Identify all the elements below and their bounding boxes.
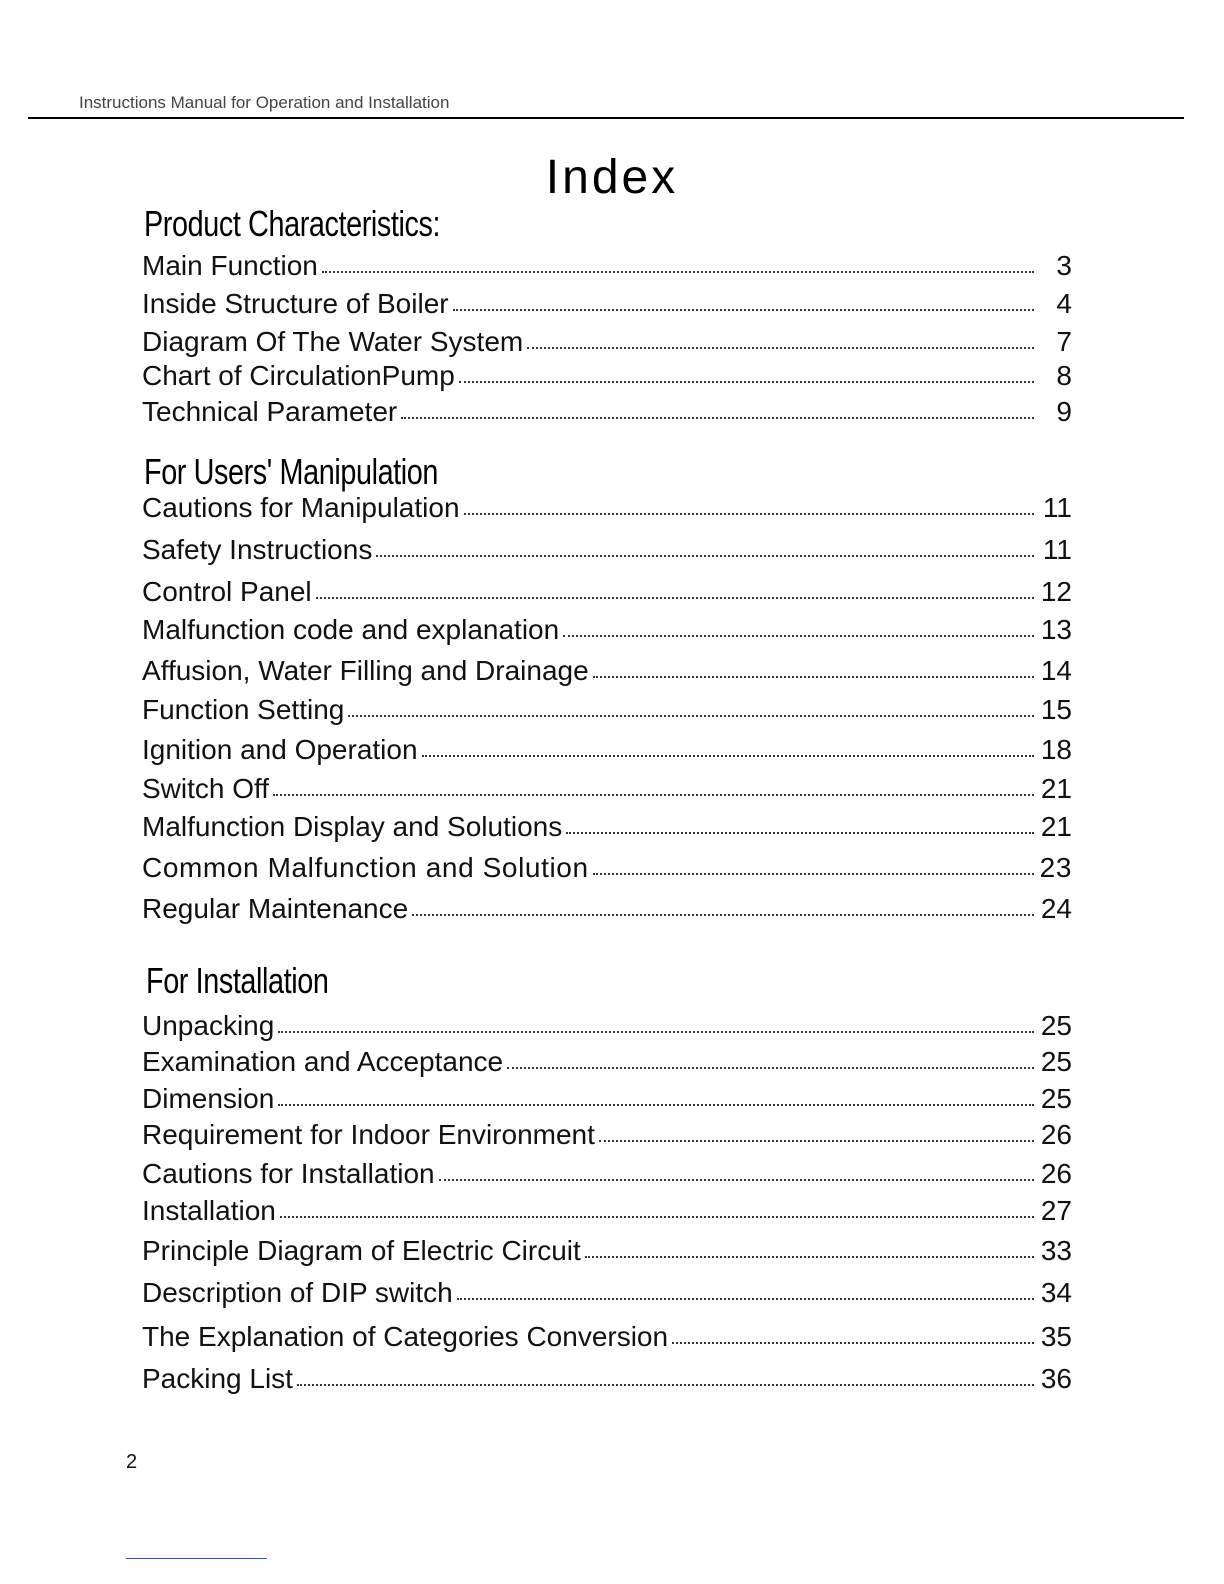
toc-entry[interactable] [142,250,1072,288]
toc-leader-dots [322,271,1034,273]
section-heading-product-characteristics: Product Characteristics: [144,203,441,244]
toc-entry-page: 25 [1040,1010,1072,1041]
toc-entry-page: 8 [1056,360,1072,391]
toc-entry-label: Diagram Of The Water System [142,326,524,357]
toc-leader-dots [563,635,1034,637]
toc-entry-label: Principle Diagram of Electric Circuit [142,1235,581,1266]
toc-entry-page: 26 [1040,1158,1072,1189]
toc-entry-label: Switch Off [142,773,270,804]
toc-entry-label: Inside Structure of Boiler [142,288,449,319]
toc-entry[interactable] [142,852,1072,890]
toc-entry[interactable] [142,492,1072,530]
toc-entry[interactable] [142,288,1072,326]
toc-entry[interactable] [142,360,1072,398]
toc-entry-page: 4 [1056,288,1072,319]
toc-entry[interactable] [142,1195,1072,1233]
toc-entry-page: 11 [1042,534,1072,565]
toc-entry[interactable] [142,1321,1072,1359]
toc-entry[interactable] [142,773,1072,811]
toc-leader-dots [297,1384,1034,1386]
toc-leader-dots [439,1179,1034,1181]
footer-rule [126,1558,267,1559]
running-header: Instructions Manual for Operation and Installation [79,93,450,112]
toc-leader-dots [401,417,1034,419]
toc-entry-page: 36 [1040,1363,1072,1394]
toc-entry[interactable] [142,326,1072,364]
toc-entry-page: 7 [1056,326,1072,357]
toc-entry-label: Unpacking [142,1010,275,1041]
toc-entry[interactable] [142,614,1072,652]
toc-leader-dots [348,715,1034,717]
toc-leader-dots [422,755,1034,757]
toc-entry-label: Technical Parameter [142,396,398,427]
toc-entry-label: Chart of CirculationPump [142,360,455,391]
toc-entry[interactable] [142,1119,1072,1157]
toc-entry[interactable] [142,1235,1072,1273]
toc-entry[interactable] [142,1277,1072,1315]
toc-leader-dots [507,1067,1034,1069]
toc-entry-page: 18 [1040,734,1072,765]
toc-entry-page: 3 [1056,250,1072,281]
toc-entry-label: Examination and Acceptance [142,1046,504,1077]
toc-entry-label: Cautions for Installation [142,1158,435,1189]
toc-leader-dots [278,1031,1034,1033]
toc-entry-label: Regular Maintenance [142,893,409,924]
toc-entry[interactable] [142,811,1072,849]
toc-entry[interactable] [142,1083,1072,1121]
toc-entry-page: 24 [1040,893,1072,924]
toc-leader-dots [273,794,1034,796]
toc-entry-label: The Explanation of Categories Conversion [142,1321,669,1352]
toc-entry-label: Cautions for Manipulation [142,492,460,523]
toc-leader-dots [412,914,1034,916]
toc-entry-label: Main Function [142,250,318,281]
toc-entry-page: 21 [1040,811,1072,842]
toc-leader-dots [459,381,1034,383]
toc-entry-page: 9 [1056,396,1072,427]
toc-entry[interactable] [142,893,1072,931]
toc-leader-dots [316,597,1034,599]
toc-leader-dots [457,1298,1034,1300]
toc-entry-label: Packing List [142,1363,293,1394]
toc-entry-page: 25 [1040,1083,1072,1114]
toc-leader-dots [453,309,1034,311]
toc-leader-dots [593,676,1034,678]
toc-entry[interactable] [142,576,1072,614]
toc-leader-dots [280,1216,1034,1218]
toc-entry[interactable] [142,694,1072,732]
toc-entry-page: 34 [1040,1277,1072,1308]
toc-entry-label: Function Setting [142,694,345,725]
toc-leader-dots [585,1256,1034,1258]
toc-entry[interactable] [142,1158,1072,1196]
toc-leader-dots [527,347,1034,349]
toc-entry-label: Affusion, Water Filling and Drainage [142,655,589,686]
toc-entry[interactable] [142,734,1072,772]
toc-entry-page: 14 [1040,655,1072,686]
toc-entry[interactable] [142,534,1072,572]
toc-entry-label: Requirement for Indoor Environment [142,1119,595,1150]
toc-leader-dots [566,832,1034,834]
toc-entry-page: 26 [1040,1119,1072,1150]
toc-entry-page: 27 [1040,1195,1072,1226]
toc-entry[interactable] [142,396,1072,434]
page-title: Index [545,151,679,204]
toc-entry[interactable] [142,1046,1072,1084]
page-number: 2 [126,1451,138,1473]
toc-entry-page: 15 [1040,694,1072,725]
toc-leader-dots [599,1140,1034,1142]
toc-entry-label: Ignition and Operation [142,734,418,765]
header-rule [28,117,1184,119]
toc-entry-page: 11 [1042,492,1072,523]
toc-leader-dots [593,873,1034,875]
toc-entry-label: Safety Instructions [142,534,373,565]
toc-entry-label: Common Malfunction and Solution [142,852,589,883]
toc-entry-page: 21 [1040,773,1072,804]
toc-entry-page: 25 [1040,1046,1072,1077]
toc-entry[interactable] [142,655,1072,693]
toc-entry-label: Description of DIP switch [142,1277,453,1308]
toc-entry-label: Dimension [142,1083,275,1114]
toc-entry-label: Malfunction code and explanation [142,614,560,645]
toc-entry-page: 35 [1040,1321,1072,1352]
toc-entry-page: 33 [1040,1235,1072,1266]
toc-entry-label: Malfunction Display and Solutions [142,811,563,842]
toc-leader-dots [672,1342,1034,1344]
toc-entry[interactable] [142,1363,1072,1401]
toc-entry-page: 23 [1039,852,1072,883]
section-heading-users-manipulation: For Users' Manipulation [144,451,439,492]
toc-entry-page: 12 [1040,576,1072,607]
toc-entry-label: Control Panel [142,576,312,607]
toc-leader-dots [278,1104,1034,1106]
toc-leader-dots [376,555,1034,557]
section-heading-installation: For Installation [146,960,329,1001]
toc-entry[interactable] [142,1010,1072,1048]
toc-entry-label: Installation [142,1195,276,1226]
toc-leader-dots [464,513,1034,515]
toc-entry-page: 13 [1040,614,1072,645]
